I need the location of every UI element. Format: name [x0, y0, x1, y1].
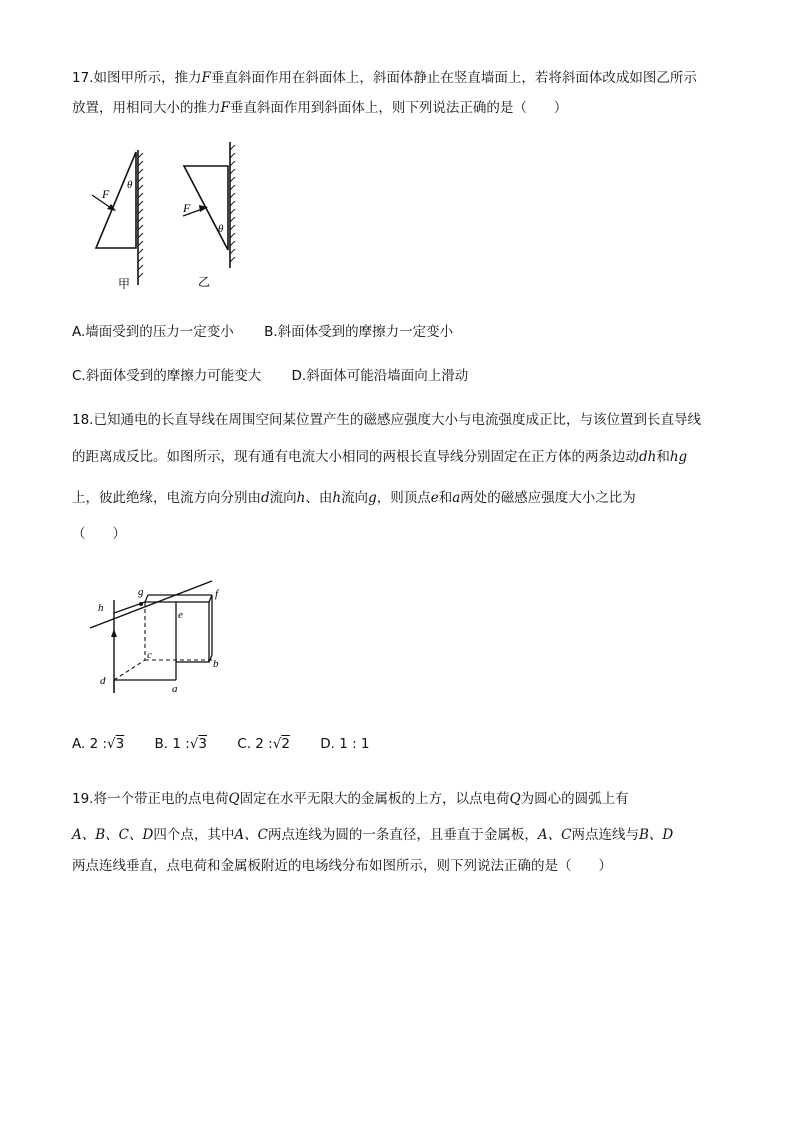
- q17-option-a[interactable]: A.墙面受到的压力一定变小: [72, 324, 234, 340]
- q17-options-row2: [72, 366, 732, 386]
- theta-label-yi: θ: [218, 223, 224, 235]
- q18-stem-line1: 18.已知通电的长直导线在周围空间某位置产生的磁感应强度大小与电流强度成正比，与该位置到长直导线: [72, 412, 701, 428]
- figure-yi: [182, 142, 235, 289]
- q18-options: [72, 736, 396, 752]
- q18-cube-figure: [86, 575, 246, 705]
- q18-stem-line3: 上，彼此绝缘，电流方向分别由d流向h、由h流向g，则顶点e和a两处的磁感应强度大小之比为: [72, 490, 636, 506]
- q18-stem-line2: 的距离成反比。如图所示，现有通有电流大小相同的两根长直导线分别固定在正方体的两条边动dh和hg: [72, 449, 688, 465]
- vertex-label-b: b: [213, 658, 219, 670]
- q17-stem-line1: 17.如图甲所示，推力F垂直斜面作用在斜面体上，斜面体静止在竖直墙面上，若将斜面体改成如图乙所示: [72, 70, 697, 86]
- q18-stem-line4: （ ）: [72, 526, 126, 542]
- q17-stem-line2: 放置，用相同大小的推力F垂直斜面作用到斜面体上，则下列说法正确的是（ ）: [72, 100, 568, 116]
- vertex-label-d: d: [100, 675, 106, 687]
- q19-stem-line1: 19.将一个带正电的点电荷Q固定在水平无限大的金属板的上方，以点电荷Q为圆心的圆弧上有: [72, 791, 629, 807]
- q18-option-c[interactable]: C. 2 :√2: [237, 736, 290, 752]
- q17-option-c[interactable]: C.斜面体受到的摩擦力可能变大: [72, 368, 262, 384]
- label-jia: 甲: [118, 277, 131, 291]
- vertex-label-e: e: [178, 609, 183, 621]
- theta-label-jia: θ: [127, 179, 133, 191]
- vertex-label-g: g: [138, 586, 144, 598]
- vertex-label-f: f: [215, 588, 219, 600]
- force-label-jia: F: [102, 187, 110, 201]
- q17-option-b[interactable]: B.斜面体受到的摩擦力一定变小: [264, 324, 454, 340]
- q19-stem-line3: 两点连线垂直，点电荷和金属板附近的电场线分布如图所示，则下列说法正确的是（ ）: [72, 858, 612, 874]
- q17-options-row1: [72, 322, 732, 342]
- q17-figure: [80, 140, 260, 300]
- q17-option-d[interactable]: D.斜面体可能沿墙面向上滑动: [291, 368, 469, 384]
- vertex-label-a: a: [172, 683, 178, 695]
- q18-option-a[interactable]: A. 2 :√3: [72, 736, 125, 752]
- vertex-label-h: h: [98, 602, 104, 614]
- figure-jia: [92, 150, 143, 291]
- force-label-yi: F: [183, 201, 191, 215]
- q18-option-d[interactable]: D. 1 : 1: [320, 736, 370, 752]
- label-yi: 乙: [198, 275, 211, 289]
- q19-stem-line2: A、B、C、D四个点，其中A、C两点连线为圆的一条直径，且垂直于金属板，A、C两点连线与B、D: [72, 827, 674, 843]
- q18-option-b[interactable]: B. 1 :√3: [154, 736, 207, 752]
- vertex-label-c: c: [147, 649, 152, 661]
